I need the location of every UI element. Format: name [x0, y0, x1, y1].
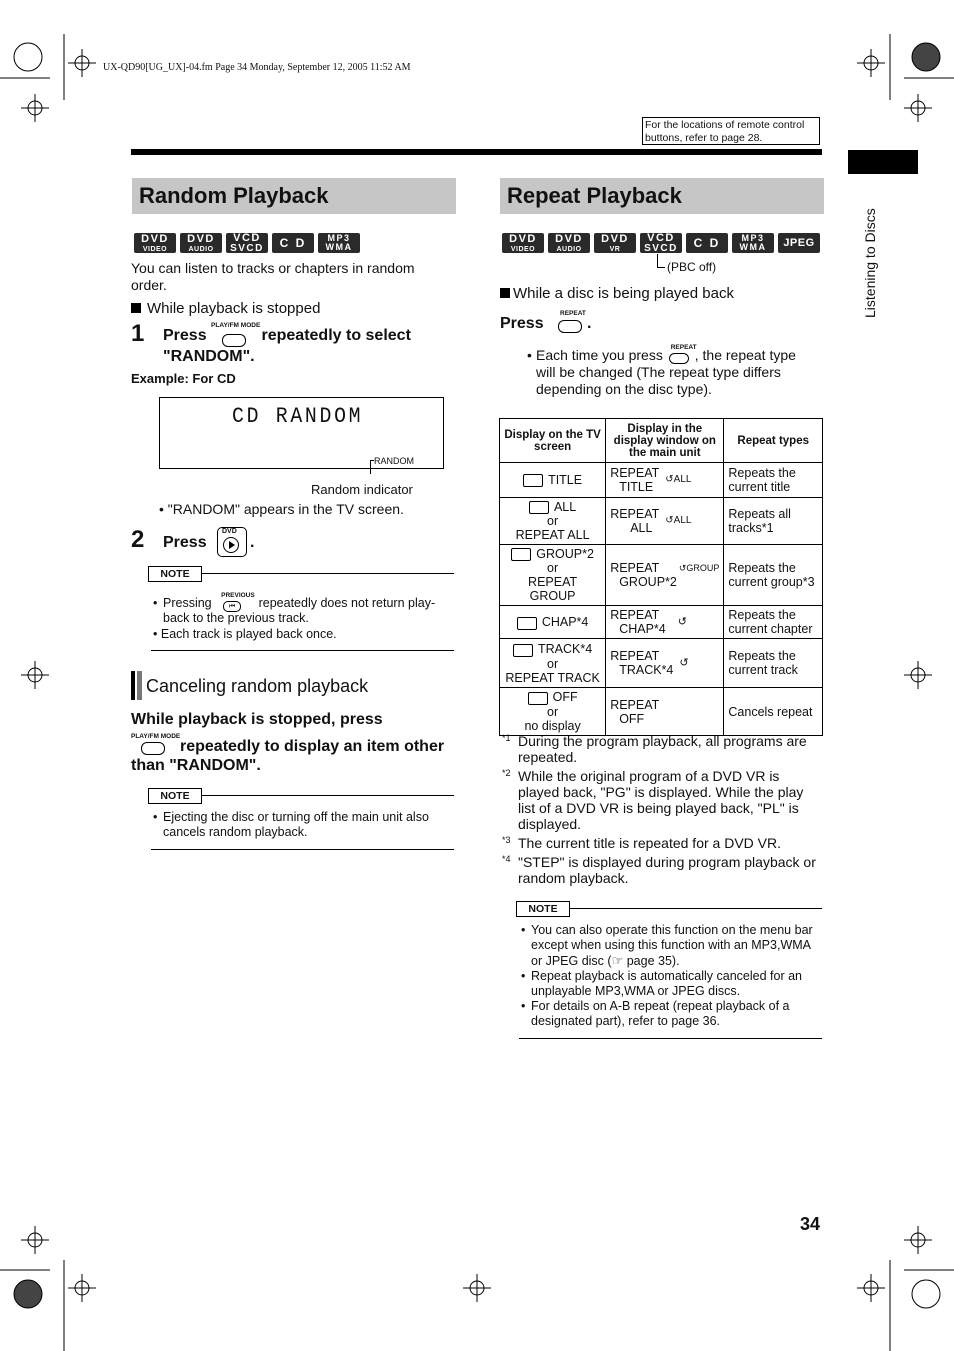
repeat-note-2: • Repeat playback is automatically canceled for an unplayable MP3,WMA or JPEG discs. — [521, 969, 802, 998]
step2-period: . — [250, 534, 255, 551]
random-indicator-caption: Random indicator — [311, 482, 413, 497]
tv-repeat-icon — [529, 501, 549, 514]
footnote: *4 "STEP" is displayed during program playback or random playback. — [502, 854, 816, 886]
repeat-button[interactable] — [558, 320, 582, 333]
random-note-label: NOTE — [148, 566, 202, 582]
tv-repeat-icon — [528, 692, 548, 705]
repeat-button-caption: REPEAT — [560, 310, 586, 317]
badge-dvd-audio: DVD AUDIO — [548, 233, 590, 253]
footnote: *2 While the original program of a DVD VR is played back, "PG" is displayed. While the play list of a DVD VR is being played back, "PL" is displayed. — [502, 768, 804, 832]
step1-number: 1 — [131, 320, 145, 347]
repeat-condition: While a disc is being played back — [500, 285, 734, 302]
badge-dvd-vr: DVD VR — [594, 233, 636, 253]
badge-cd: C D — [686, 233, 728, 253]
cancel-heading: Canceling random playback — [146, 676, 369, 696]
repeat-note-1: • You can also operate this function on the menu bar except when using this function with an MP3,WMA or JPEG disc (☞ page 35). — [521, 923, 813, 968]
table-row: TRACK*4 or REPEAT TRACK REPEAT TRACK*4 ↺ Repeats the current track — [500, 639, 823, 688]
previous-caption: PREVIOUS — [221, 592, 255, 599]
repeat-note-label: NOTE — [516, 901, 570, 917]
reference-note: For the locations of remote control buttons, refer to page 28. — [642, 117, 820, 145]
repeat-press-period: . — [587, 315, 592, 332]
step2-number: 2 — [131, 526, 145, 553]
hand-pointer-icon: ☞ — [611, 953, 624, 968]
badge-mp3-wma: MP3 WMA — [318, 233, 360, 253]
repeat-inline-button[interactable] — [669, 353, 689, 364]
play-fm-mode-caption: PLAY/FM MODE — [211, 322, 261, 329]
table-row: ALL or REPEAT ALL REPEAT ALL ↺ALL Repeats all tracks*1 — [500, 498, 823, 545]
repeat-all-icon: ↺ALL — [665, 515, 692, 527]
repeat-note-rule-top — [570, 908, 822, 909]
tv-repeat-icon — [517, 617, 537, 630]
display-window — [159, 397, 444, 469]
repeat-press: Press — [500, 315, 544, 332]
page-number: 34 — [800, 1214, 821, 1234]
cancel-note-label: NOTE — [148, 788, 202, 804]
footnotes — [502, 733, 822, 886]
badge-vcd-svcd: VCD SVCD — [226, 233, 268, 253]
random-tv-bullet: • "RANDOM" appears in the TV screen. — [159, 501, 404, 517]
play-icon — [223, 537, 239, 553]
indicator-pointer — [370, 460, 371, 474]
repeat-inline-caption: REPEAT — [670, 344, 697, 351]
cancel-note-rule-bottom — [151, 849, 454, 850]
tv-repeat-icon — [511, 548, 531, 561]
step2-instruction: Press — [163, 534, 207, 551]
repeat-all-icon: ↺ALL — [665, 474, 692, 485]
side-tab-marker — [848, 150, 918, 174]
random-intro: You can listen to tracks or chapters in random order. — [131, 260, 415, 293]
step1-instruction: Press PLAY/FM MODE repeatedly to select "RANDOM". — [163, 322, 411, 366]
repeat-section-heading: Repeat Playback — [500, 178, 824, 214]
cancel-heading-bar-2 — [137, 671, 142, 700]
badge-jpeg: JPEG — [778, 233, 820, 253]
dvd-play-caption: DVD — [222, 528, 237, 535]
indicator-pointer-tick — [370, 460, 374, 461]
badge-dvd-video: DVD VIDEO — [134, 233, 176, 253]
badge-dvd-video: DVD VIDEO — [502, 233, 544, 253]
dvd-play-button[interactable] — [217, 527, 247, 557]
repeat-disc-badges — [502, 233, 820, 253]
table-row: OFF or no display REPEAT OFF Cancels repeat — [500, 688, 823, 735]
display-readout: CD RANDOM — [232, 404, 364, 429]
repeat-types-table — [499, 418, 823, 736]
table-row: CHAP*4 REPEAT CHAP*4 ↺ Repeats the current chapter — [500, 606, 823, 639]
cancel-note-rule-top — [202, 795, 454, 796]
table-header-row — [500, 419, 823, 463]
tv-repeat-icon — [523, 474, 543, 487]
file-info-line: UX-QD90[UG_UX]-04.fm Page 34 Monday, September 12, 2005 11:52 AM — [103, 62, 411, 73]
repeat-icon: ↺ — [679, 657, 689, 670]
table-row: TITLE REPEAT TITLE ↺ALL Repeats the current title — [500, 463, 823, 498]
random-disc-badges — [134, 233, 360, 253]
top-rule — [131, 149, 822, 155]
cancel-note: • Ejecting the disc or turning off the main unit also cancels random playback. — [153, 810, 429, 839]
pbc-pointer-foot — [657, 267, 665, 268]
pbc-pointer — [657, 254, 658, 267]
table-row: GROUP*2 or REPEAT GROUP REPEAT GROUP*2 ↺GROUP Repeats the current group*3 — [500, 545, 823, 606]
random-indicator: RANDOM — [374, 456, 414, 466]
random-section-heading: Random Playback — [132, 178, 456, 214]
badge-dvd-audio: DVD AUDIO — [180, 233, 222, 253]
random-note-1: • Pressing PREVIOUS ⏮ repeatedly does not return play-back to the previous track. — [153, 592, 436, 625]
cancel-button-caption: PLAY/FM MODE — [131, 733, 181, 740]
cancel-instruction-2: repeatedly to display an item other than "RANDOM". — [131, 738, 445, 774]
example-label: Example: For CD — [131, 371, 236, 386]
repeat-button-group[interactable] — [556, 310, 590, 334]
header-tv-screen: Display on the TV screen — [500, 419, 606, 463]
header-display-window: Display in the display window on the main unit — [606, 419, 724, 463]
random-note-rule-top — [202, 573, 454, 574]
random-condition: While playback is stopped — [131, 300, 320, 317]
badge-mp3-wma: MP3 WMA — [732, 233, 774, 253]
side-tab-label: Listening to Discs — [862, 208, 878, 318]
cancel-heading-bar — [131, 671, 135, 700]
repeat-notes — [521, 923, 821, 1029]
repeat-note-rule-bottom — [519, 1038, 822, 1039]
cancel-instruction-1: While playback is stopped, press — [131, 711, 383, 728]
tv-repeat-icon — [513, 644, 533, 657]
badge-vcd-svcd: VCD SVCD — [640, 233, 682, 253]
repeat-bullet: • Each time you press REPEAT , the repeat type will be changed (The repeat type differs depending on the disc type). — [527, 344, 796, 397]
play-fm-mode-button[interactable] — [222, 334, 246, 347]
badge-cd: C D — [272, 233, 314, 253]
repeat-icon: ↺ — [677, 616, 687, 629]
random-note-rule-bottom — [151, 650, 454, 651]
footnote: *3 The current title is repeated for a DVD VR. — [502, 835, 781, 851]
footnote: *1 During the program playback, all programs are repeated. — [502, 733, 807, 765]
repeat-note-3: • For details on A-B repeat (repeat playback of a designated part), refer to page 36. — [521, 999, 790, 1028]
repeat-group-icon: ↺GROUP — [678, 563, 720, 574]
header-repeat-types: Repeat types — [724, 419, 823, 463]
previous-button-icon[interactable]: ⏮ — [223, 601, 241, 612]
random-note-2: • Each track is played back once. — [153, 627, 337, 641]
pbc-note: (PBC off) — [667, 260, 717, 274]
